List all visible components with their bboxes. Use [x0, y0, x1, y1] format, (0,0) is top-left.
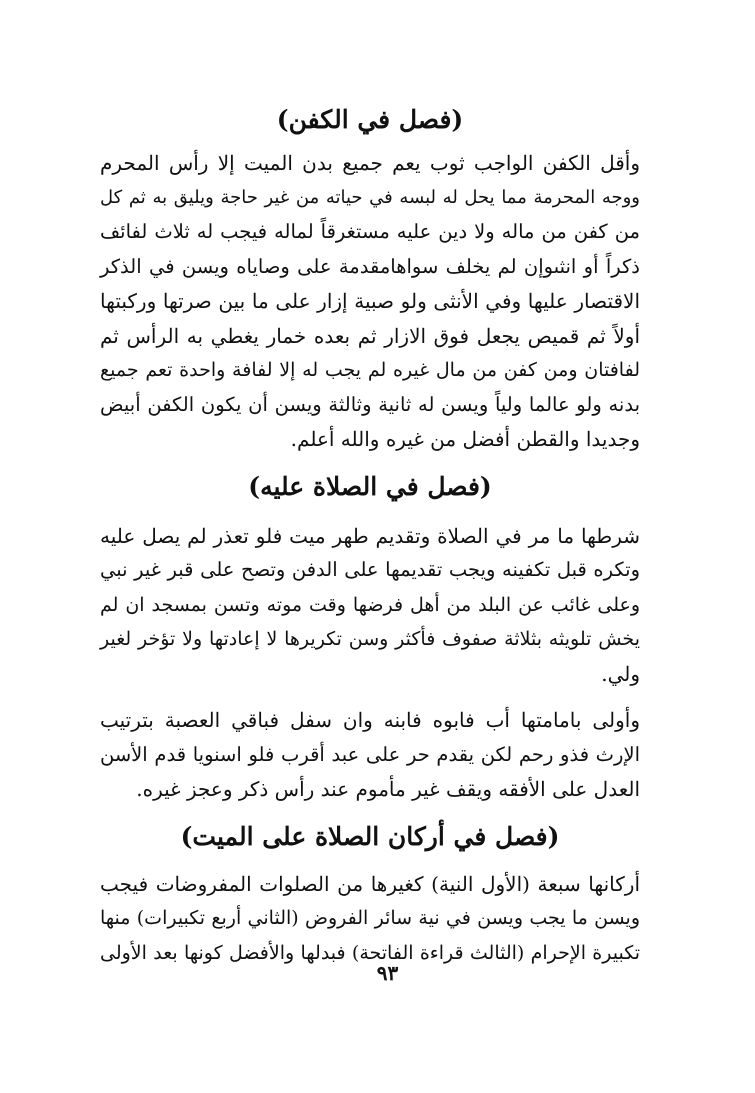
text-line: شرطها ما مر في الصلاة وتقديم طهر ميت فلو تعذر لم يصل عليه	[100, 523, 640, 548]
paragraph	[100, 703, 640, 807]
text-line: من كفن من ماله ولا دين عليه مستغرقاً لماله فيجب له ثلاث لفائف	[100, 220, 640, 243]
text-line: أولاً ثم قميص يجعل فوق الازار ثم بعده خمار يغطي به الرأس ثم	[100, 323, 640, 348]
text-line: الاقتصار عليها وفي الأنثى ولو صبية إزار على ما بين صرتها وركبتها	[100, 289, 640, 313]
text-line: ذكراً أو انثىوإن لم يخلف سواهامقدمة على وصاياه ويسن في الذكر	[100, 254, 640, 278]
text-line: وتكره قبل تكفينه ويجب تقديمها على الدفن وتصح على قبر غير نبي	[100, 558, 640, 581]
text-line: لفافتان ومن كفن من مال غيره لم يجب له إلا لفافة واحدة تعم جميع	[100, 359, 640, 381]
text-line: يخش تلويثه بثلاثة صفوف فأكثر وسن تكريرها لا إعادتها ولا تؤخر لغير	[100, 628, 640, 650]
text-line: العدل على الأفقه ويقف غير مأموم عند رأس ذكر وعجز غيره.	[136, 777, 640, 801]
paragraph	[100, 867, 640, 971]
section-title-pillars: (فصل في أركان الصلاة على الميت)	[180, 821, 560, 851]
paragraph	[100, 519, 640, 692]
page-number: ٩٣	[376, 961, 399, 985]
text-line: أركانها سبعة (الأول النية) كغيرها من الصلوات المفروضات فيجب	[100, 871, 640, 896]
text-line: ووجه المحرمة مما يحل له لبسه في حياته من غير حاجة ويليق به ثم كل	[100, 186, 640, 208]
section-title-shroud: (فصل في الكفن)	[276, 105, 464, 134]
text-line: وأقل الكفن الواجب ثوب يعم جميع بدن الميت إلا رأس المحرم	[100, 151, 640, 175]
text-line: وأولى بامامتها أب فابوه فابنه وان سفل فباقي العصبة بترتيب	[100, 708, 640, 732]
section-title-prayer: (فصل في الصلاة عليه)	[248, 471, 492, 501]
text-line: بدنه ولو عالما ولياً ويسن له ثانية وثالثة ويسن أن يكون الكفن أبيض	[100, 392, 640, 416]
text-line: وعلى غائب عن البلد من أهل فرضها وقت موته وتسن بمسجد ان لم	[100, 593, 640, 616]
text-line: الإرث فذو رحم لكن يقدم حر على عبد أقرب فلو اسنويا قدم الأسن	[100, 742, 640, 766]
text-line: تكبيرة الإحرام (الثالث قراءة الفاتحة) فبدلها والأفضل كونها بعد الأولى	[100, 941, 640, 964]
page-content	[100, 100, 640, 970]
paragraph-gap	[100, 691, 640, 703]
paragraph	[100, 146, 640, 457]
text-line: ويسن ما يجب ويسن في نية سائر الفروض (الثاني أربع تكبيرات) منها	[100, 907, 640, 929]
text-line: وجديدا والقطن أفضل من غيره والله أعلم.	[290, 427, 640, 451]
text-line: ولي.	[601, 661, 640, 686]
